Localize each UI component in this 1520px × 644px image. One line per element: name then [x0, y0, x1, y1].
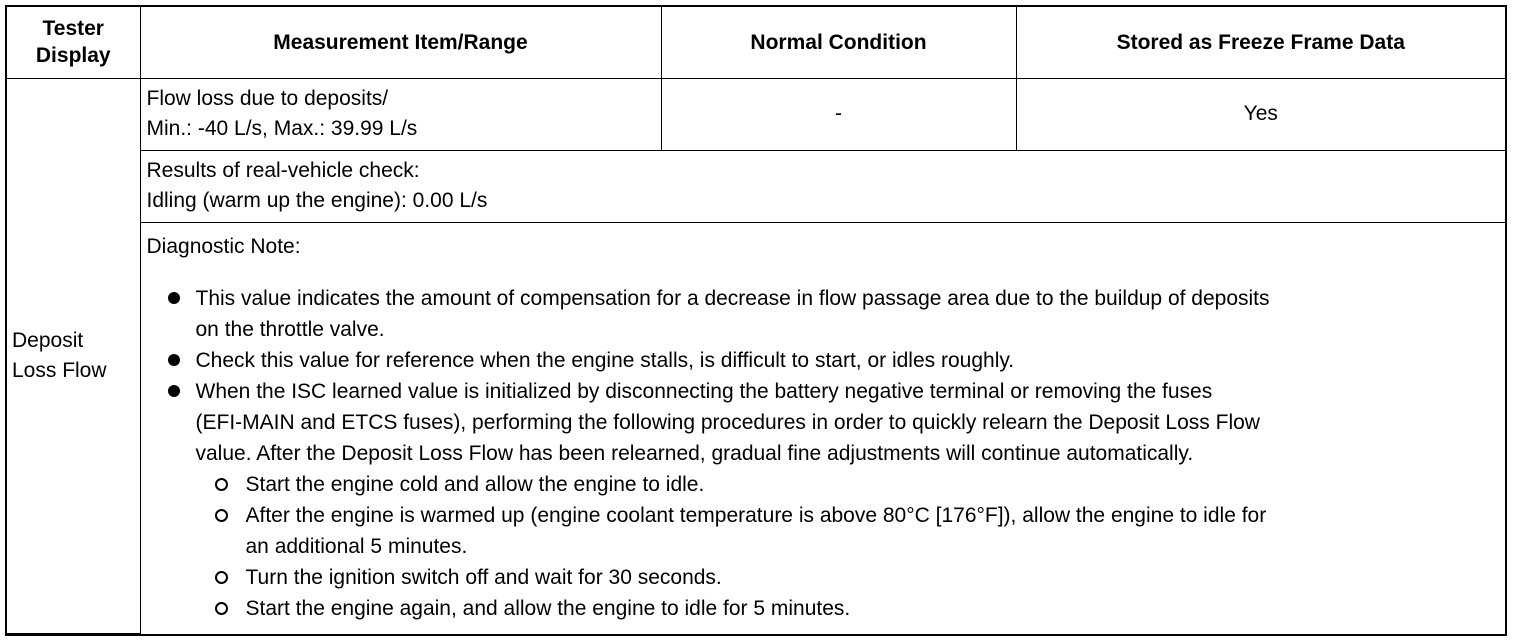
list-item	[167, 345, 1500, 376]
table-row	[7, 222, 1505, 634]
step-text-line: Turn the ignition switch off and wait for 30 seconds.	[245, 565, 722, 589]
note-text-line: value. After the Deposit Loss Flow has been relearned, gradual fine adjustments will continue automatically.	[195, 441, 1194, 465]
hollow-bullet-icon	[215, 602, 228, 615]
bullet-icon	[168, 354, 180, 366]
diagnostic-note-list	[147, 283, 1500, 624]
list-item	[215, 593, 1500, 624]
data-list-table	[7, 7, 1505, 634]
table-row	[7, 78, 1505, 150]
bullet-icon	[168, 292, 180, 304]
tester-display-line1: Deposit	[12, 328, 84, 352]
table-row	[7, 150, 1505, 222]
note-text-line: This value indicates the amount of compensation for a decrease in flow passage area due to the buildup of deposits	[195, 286, 1270, 310]
list-item	[215, 562, 1500, 593]
hollow-bullet-icon	[215, 571, 228, 584]
freeze-frame-cell: Yes	[1016, 78, 1505, 150]
header-freeze-frame: Stored as Freeze Frame Data	[1016, 7, 1505, 78]
diagnostic-note-cell	[140, 222, 1505, 634]
hollow-bullet-icon	[215, 478, 228, 491]
list-item	[215, 500, 1500, 562]
header-tester-display	[7, 7, 140, 78]
table-header-row	[7, 7, 1505, 78]
data-list-table-frame	[5, 5, 1507, 636]
hollow-bullet-icon	[215, 509, 228, 522]
note-text-line: on the throttle valve.	[195, 317, 385, 341]
measurement-range-cell	[140, 78, 661, 150]
check-line1: Results of real-vehicle check:	[146, 159, 420, 182]
note-text-line: When the ISC learned value is initialized by disconnecting the battery negative terminal or removing the fuses	[195, 379, 1213, 403]
real-vehicle-check-cell	[140, 150, 1505, 222]
header-tester-display-line1: Tester	[42, 17, 104, 41]
step-text-line: Start the engine again, and allow the engine to idle for 5 minutes.	[245, 596, 851, 620]
measurement-line2: Min.: -40 L/s, Max.: 39.99 L/s	[146, 117, 418, 140]
normal-condition-cell: -	[661, 78, 1016, 150]
list-item	[167, 376, 1500, 624]
step-text-line: an additional 5 minutes.	[245, 534, 468, 558]
header-tester-display-line2: Display	[35, 44, 111, 68]
relearn-procedure-list	[196, 469, 1500, 624]
header-normal-condition: Normal Condition	[661, 7, 1016, 78]
step-text-line: Start the engine cold and allow the engine to idle.	[245, 472, 705, 496]
header-measurement-item: Measurement Item/Range	[140, 7, 661, 78]
list-item	[215, 469, 1500, 500]
tester-display-cell	[7, 78, 140, 634]
list-item	[167, 283, 1500, 345]
bullet-icon	[168, 385, 180, 397]
note-text-line: Check this value for reference when the engine stalls, is difficult to start, or idles roughly.	[195, 348, 1015, 372]
check-line2: Idling (warm up the engine): 0.00 L/s	[146, 189, 488, 212]
diagnostic-note-title: Diagnostic Note:	[146, 234, 301, 258]
tester-display-line2: Loss Flow	[12, 358, 107, 382]
measurement-line1: Flow loss due to deposits/	[146, 87, 389, 110]
note-text-line: (EFI-MAIN and ETCS fuses), performing the following procedures in order to quickly relearn the Deposit Loss Flow	[195, 410, 1260, 434]
step-text-line: After the engine is warmed up (engine coolant temperature is above 80°C [176°F]), allow the engine to idle for	[245, 503, 1267, 527]
